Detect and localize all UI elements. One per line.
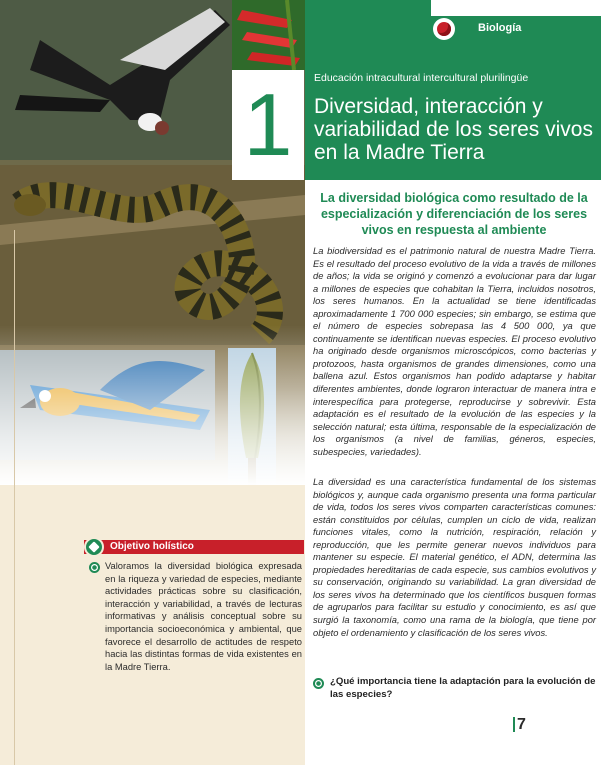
macaw-photo xyxy=(0,350,215,460)
subject-label: Biología xyxy=(478,22,522,34)
kicker-text: Educación intracultural intercultural plurilingüe xyxy=(314,72,529,84)
heliconia-photo xyxy=(232,0,305,70)
condor-photo xyxy=(0,0,240,160)
chapter-title: Diversidad, interacción y variabilidad de los seres vivos en la Madre Tierra xyxy=(314,95,593,164)
objective-title: Objetivo holístico xyxy=(110,541,194,552)
chapter-number-box xyxy=(232,70,304,180)
page-number-bar xyxy=(513,717,515,732)
body-paragraph: La diversidad es una característica fundamental de los sistemas biológicos y, aunque cada organismo presenta una forma particular de vida, todos los seres vivos comparten características comunes: están constituidos por células, cumplen un ciclo de vida, realizan funciones vitales, como la nutrición, respiración, relación y reproducción, que les permite generar nuevos individuos para mantener su especie. El material genético, el ADN, determina las propiedades hereditarias de cada especie, sus cambios evolutivos y su conservación, originando su variabilidad. La gran diversidad de los seres vivos ha determinado que los científicos busquen formas de agruparlos para facilitar su estudio y conocimiento, es así que surgió la taxonomía, como una rama de la biología, que tiene por objeto el ordenamiento y clasificación de los seres vivos. xyxy=(313,477,596,638)
sidebar-divider xyxy=(14,230,15,765)
header-tab-gap xyxy=(431,0,601,16)
section-heading: La diversidad biológica como resultado de la especialización y diferenciación de los seres vivos en respuesta al ambiente xyxy=(320,191,588,237)
anaconda-photo xyxy=(0,165,305,345)
bullet-icon xyxy=(313,678,324,689)
bullet-icon xyxy=(89,562,100,573)
puya-photo xyxy=(228,348,276,485)
page-number: 7 xyxy=(517,716,526,733)
chapter-number: 1 xyxy=(243,75,293,174)
objective-text: Valoramos la diversidad biológica expresada en la riqueza y variedad de especies, mediante actividades prácticas sobre su clasificación, interacción y variabilidad, a través de lecturas informativas y análisis conceptual sobre su importancia socioeconómica y ambiental, que favorece el desarrollo de actitudes de respeto hacia las distintas formas de vida existentes en la Madre Tierra. xyxy=(105,561,302,672)
question-text: ¿Qué importancia tiene la adaptación para la evolución de las especies? xyxy=(330,676,596,700)
objective-badge-icon xyxy=(84,537,104,557)
question-block xyxy=(313,676,596,701)
body-paragraph: La biodiversidad es el patrimonio natural de nuestra Madre Tierra. Es el resultado del proceso evolutivo de la vida a través de millones de años; la vida se originó y comenzó a evolucionar para dar lugar a millones de especies que cohabitan la Tierra, incluidos nosotros, los seres humanos. En la actualidad se tiene identificadas aproximadamente 1 700 000 especies; sin embargo, se estima que el número de especies sobrepasa las 4 500 000, ya que continuamente se identifican nuevas especies. El proceso evolutivo ha originado desde organismos microscópicos, como bacterias y protozoos, hasta organismos de grandes dimensiones, como una ballena azul. Estos organismos han podido adaptarse y habitar diferentes ambientes, donde lograron interactuar de manera intra e interespecífica para protegerse, reproducirse y sobrevivir. Esta adaptación es el resultado de la evolución de las especies y la selección natural; esta última, responsable de la especialización de los organismos (a nivel de familias, géneros, especies, subespecies, variedades). xyxy=(313,246,596,457)
subject-logo-icon xyxy=(433,18,455,40)
